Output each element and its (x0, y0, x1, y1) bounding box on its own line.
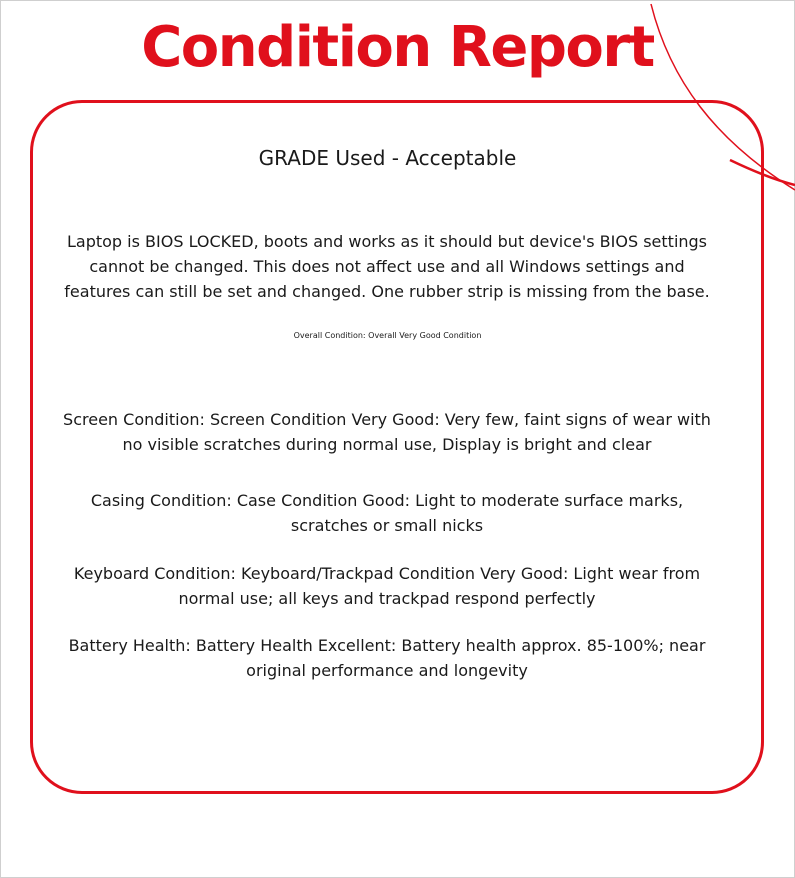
report-title: Condition Report (141, 15, 654, 80)
keyboard-condition: Keyboard Condition: Keyboard/Trackpad Condition Very Good: Light wear from normal use; all keys and trackpad respond perfectly (73, 564, 701, 608)
battery-health: Battery Health: Battery Health Excellent: Battery health approx. 85-100%; near original performance and longevity (68, 636, 706, 680)
screen-condition: Screen Condition: Screen Condition Very Good: Very few, faint signs of wear with no visible scratches during normal use, Display is bright and clear (63, 410, 711, 454)
grade-label: GRADE Used - Acceptable (258, 146, 517, 170)
condition-summary: Laptop is BIOS LOCKED, boots and works as it should but device's BIOS settings cannot be changed. This does not affect use and all Windows settings and features can still be set and changed. One rubber strip is missing from the base. (64, 232, 710, 301)
overall-condition: Overall Condition: Overall Very Good Condition (293, 331, 482, 340)
casing-condition: Casing Condition: Case Condition Good: Light to moderate surface marks, scratches or small nicks (90, 491, 684, 535)
